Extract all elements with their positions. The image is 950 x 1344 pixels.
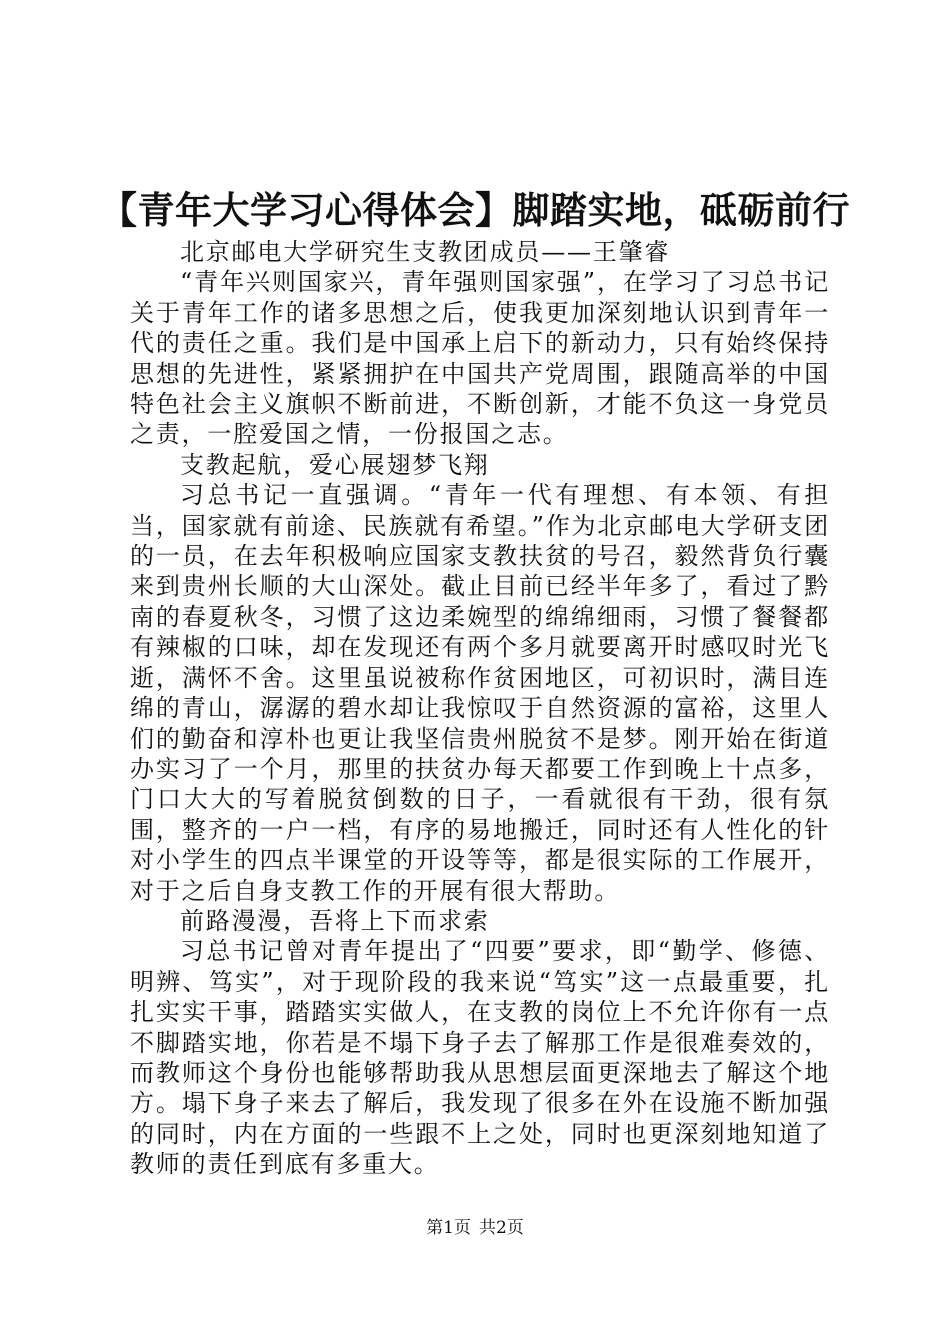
page-footer bbox=[0, 1216, 950, 1240]
section-heading-2: 前路漫漫，吾将上下而求索 bbox=[180, 906, 490, 935]
section-heading-1: 支教起航，爱心展翅梦飞翔 bbox=[180, 450, 490, 479]
author-line: 北京邮电大学研究生支教团成员——王肇睿 bbox=[180, 238, 671, 266]
section-paragraph-2: 习总书记曾对青年提出了“四要”要求，即“勤学、修德、明辨、笃实”，对于现阶段的我来说“笃实”这一点最重要，扎扎实实干事，踏踏实实做人，在支教的岗位上不允许你有一点不脚踏实地，你若是不塌下身子去了解那工作是很难奏效的，而教师这个身份也能够帮助我从思想层面更深地去了解这个地方。塌下身子来去了解后，我发现了很多在外在设施不断加强的同时，内在方面的一些跟不上之处，同时也更深刻地知道了教师的责任到底有多重大。 bbox=[130, 937, 830, 1179]
document-body bbox=[130, 237, 830, 1180]
intro-paragraph: “青年兴则国家兴，青年强则国家强”，在学习了习总书记关于青年工作的诸多思想之后，使我更加深刻地认识到青年一代的责任之重。我们是中国承上启下的新动力，只有始终保持思想的先进性，紧紧拥护在中国共产党周围，跟随高举的中国特色社会主义旗帜不断前进，不断创新，才能不负这一身党员之责，一腔爱国之情，一份报国之志。 bbox=[130, 268, 830, 449]
document-title: 【青年大学习心得体会】脚踏实地，砥砺前行 bbox=[100, 188, 850, 232]
page-number-total: 共2页 bbox=[479, 1218, 524, 1238]
section-paragraph-1: 习总书记一直强调。“青年一代有理想、有本领、有担当，国家就有前途、民族就有希望。”作为北京邮电大学研支团的一员，在去年积极响应国家支教扶贫的号召，毅然背负行囊来到贵州长顺的大山深处。截止目前已经半年多了，看过了黔南的春夏秋冬，习惯了这边柔婉型的绵绵细雨，习惯了餐餐都有辣椒的口味，却在发现还有两个多月就要离开时感叹时光飞逝，满怀不舍。这里虽说被称作贫困地区，可初识时，满目连绵的青山，潺潺的碧水却让我惊叹于自然资源的富裕，这里人们的勤奋和淳朴也更让我坚信贵州脱贫不是梦。刚开始在街道办实习了一个月，那里的扶贫办每天都要工作到晚上十点多，门口大大的写着脱贫倒数的日子，一看就很有干劲，很有氛围，整齐的一户一档，有序的易地搬迁，同时还有人性化的针对小学生的四点半课堂的开设等等，都是很实际的工作展开，对于之后自身支教工作的开展有很大帮助。 bbox=[130, 481, 830, 905]
page-number-current: 第1页 bbox=[426, 1218, 471, 1238]
